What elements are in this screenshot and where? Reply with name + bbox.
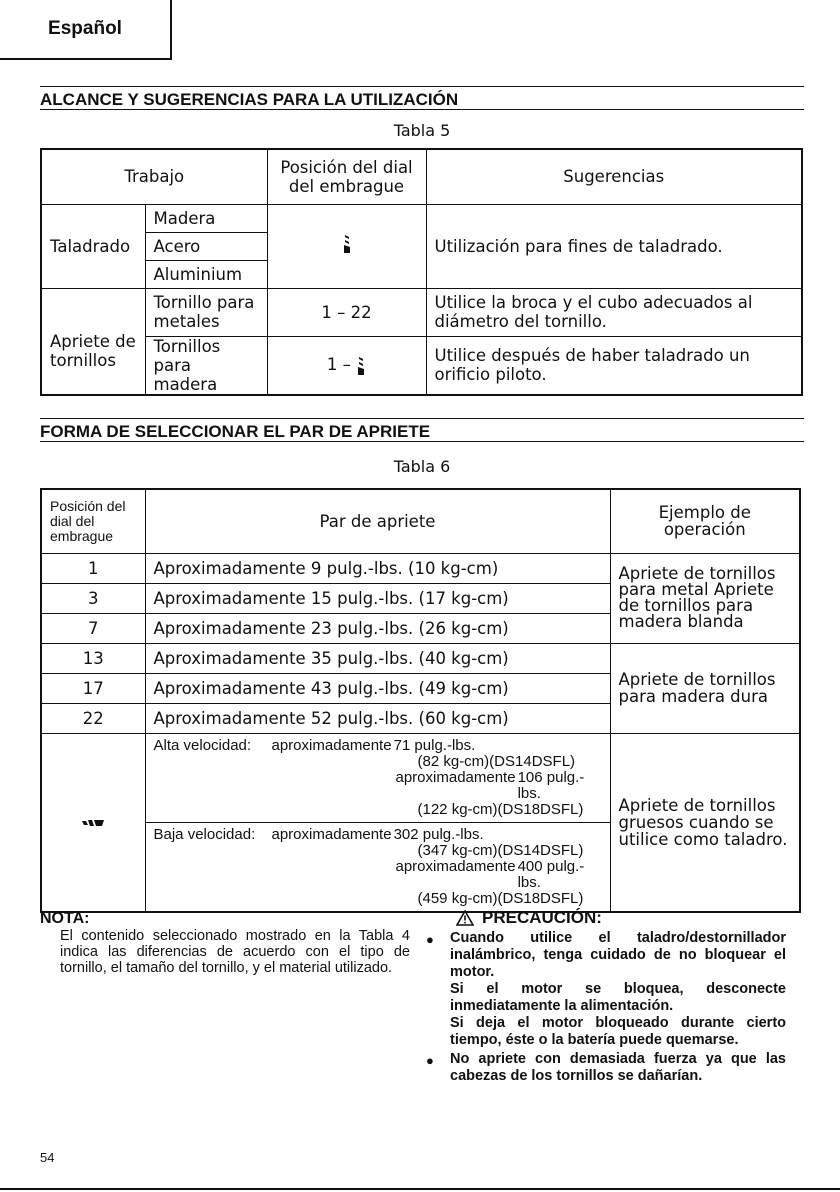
screw-suggestion-metal: Utilice la broca y el cubo adecuados al diámetro del tornillo. [426,288,802,336]
dial-position: 22 [41,703,145,733]
table-row [41,336,802,395]
header-dial-position: Posición del dial del embrague [41,489,145,553]
dial-position: 3 [41,583,145,613]
dial-position: 17 [41,673,145,703]
screwing-label: Apriete de tornillos [41,288,145,395]
dial-position: 1 [41,553,145,583]
table-5 [40,148,803,396]
bullet-icon: ● [426,932,434,947]
drill-mode-icon [342,235,352,253]
table-row [41,204,802,232]
bottom-divider [0,1188,840,1190]
language-tab: Español [0,0,172,60]
torque-value: Aproximadamente 9 pulg.-lbs. (10 kg-cm) [145,553,610,583]
nota-title: NOTA: [40,910,90,927]
warning-icon [456,910,474,926]
example-cell: Apriete de tornillos para metal Apriete de tornillos para madera blanda [610,553,800,643]
material-steel: Acero [145,232,267,260]
screw-type-wood: Tornillos para madera [145,336,267,395]
drill-mode-cell [41,733,145,912]
table-6 [40,488,801,913]
drilling-label: Taladrado [41,204,145,288]
dial-position: 13 [41,643,145,673]
nota-block [40,910,410,976]
header-example: Ejemplo de operación [610,489,800,553]
drill-mode-cell [267,204,426,288]
precaucion-heading [426,908,786,928]
torque-value: Aproximadamente 52 pulg.-lbs. (60 kg-cm) [145,703,610,733]
table5-caption: Tabla 5 [393,121,451,140]
screw-position-wood: 1 – [326,355,351,375]
screw-suggestion-wood: Utilice después de haber taladrado un orificio piloto. [426,336,802,395]
caution-item: ● Cuando utilice el taladro/destornillador inalámbrico, tenga cuidado de no bloquear el motor. Si el motor se bloquea, desconecte inmediatamente la alimentación. Si deja el motor bloqueado durante cierto tiempo, éste o la batería puede quemarse. [426,930,786,1048]
table-header-row [41,489,800,553]
dial-position: 7 [41,613,145,643]
material-aluminium: Aluminium [145,260,267,288]
high-speed-label: Alta velocidad: [153,736,252,754]
torque-value: Aproximadamente 15 pulg.-lbs. (17 kg-cm) [145,583,610,613]
low-speed-torque: Baja velocidad: aproximadamente 302 pulg.-lbs. (347 kg-cm)(DS14DSFL) aproximadamente 400 pulg.-lbs. (459 kg-cm)(DS18DSFL) [145,822,610,912]
table-row [41,288,802,336]
section-title-torque: FORMA DE SELECCIONAR EL PAR DE APRIETE [40,418,804,442]
screw-position-metal: 1 – 22 [267,288,426,336]
table-row [41,553,800,583]
example-cell: Apriete de tornillos gruesos cuando se utilice como taladro. [610,733,800,912]
torque-value: Aproximadamente 35 pulg.-lbs. (40 kg-cm) [145,643,610,673]
header-suggestions: Sugerencias [426,149,802,204]
nota-text: El contenido seleccionado mostrado en la Tabla 4 indica las diferencias de acuerdo con el tipo de tornillo, el tamaño del tornillo, y el material utilizado. [60,928,410,976]
drill-mode-icon [82,818,104,828]
header-trabajo: Trabajo [41,149,267,204]
header-torque: Par de apriete [145,489,610,553]
torque-value: Aproximadamente 43 pulg.-lbs. (49 kg-cm) [145,673,610,703]
precaucion-title: PRECAUCIÓN: [482,908,602,927]
high-speed-torque: Alta velocidad: aproximadamente 71 pulg.-lbs. (82 kg-cm)(DS14DSFL) aproximadamente 106 pulg.-lbs. (122 kg-cm)(DS18DSFL) [145,733,610,822]
section-title-scope: ALCANCE Y SUGERENCIAS PARA LA UTILIZACIÓN [40,86,804,110]
table-row [41,733,800,822]
table6-caption: Tabla 6 [393,457,451,476]
caution-item: ● No apriete con demasiada fuerza ya que las cabezas de los tornillos se dañarían. [426,1051,786,1084]
screw-type-metal: Tornillo para metales [145,288,267,336]
page-number: 54 [40,1150,55,1165]
example-cell: Apriete de tornillos para madera dura [610,643,800,733]
screw-position-wood-cell [267,336,426,395]
drill-mode-icon [356,357,366,375]
header-dial-position: Posición del dial del embrague [267,149,426,204]
low-speed-label: Baja velocidad: [153,825,256,843]
bullet-icon: ● [426,1053,434,1068]
table-row [41,643,800,673]
material-wood: Madera [145,204,267,232]
torque-value: Aproximadamente 23 pulg.-lbs. (26 kg-cm) [145,613,610,643]
drilling-suggestion: Utilización para fines de taladrado. [426,204,802,288]
table-header-row [41,149,802,204]
precaucion-block [426,908,786,1085]
